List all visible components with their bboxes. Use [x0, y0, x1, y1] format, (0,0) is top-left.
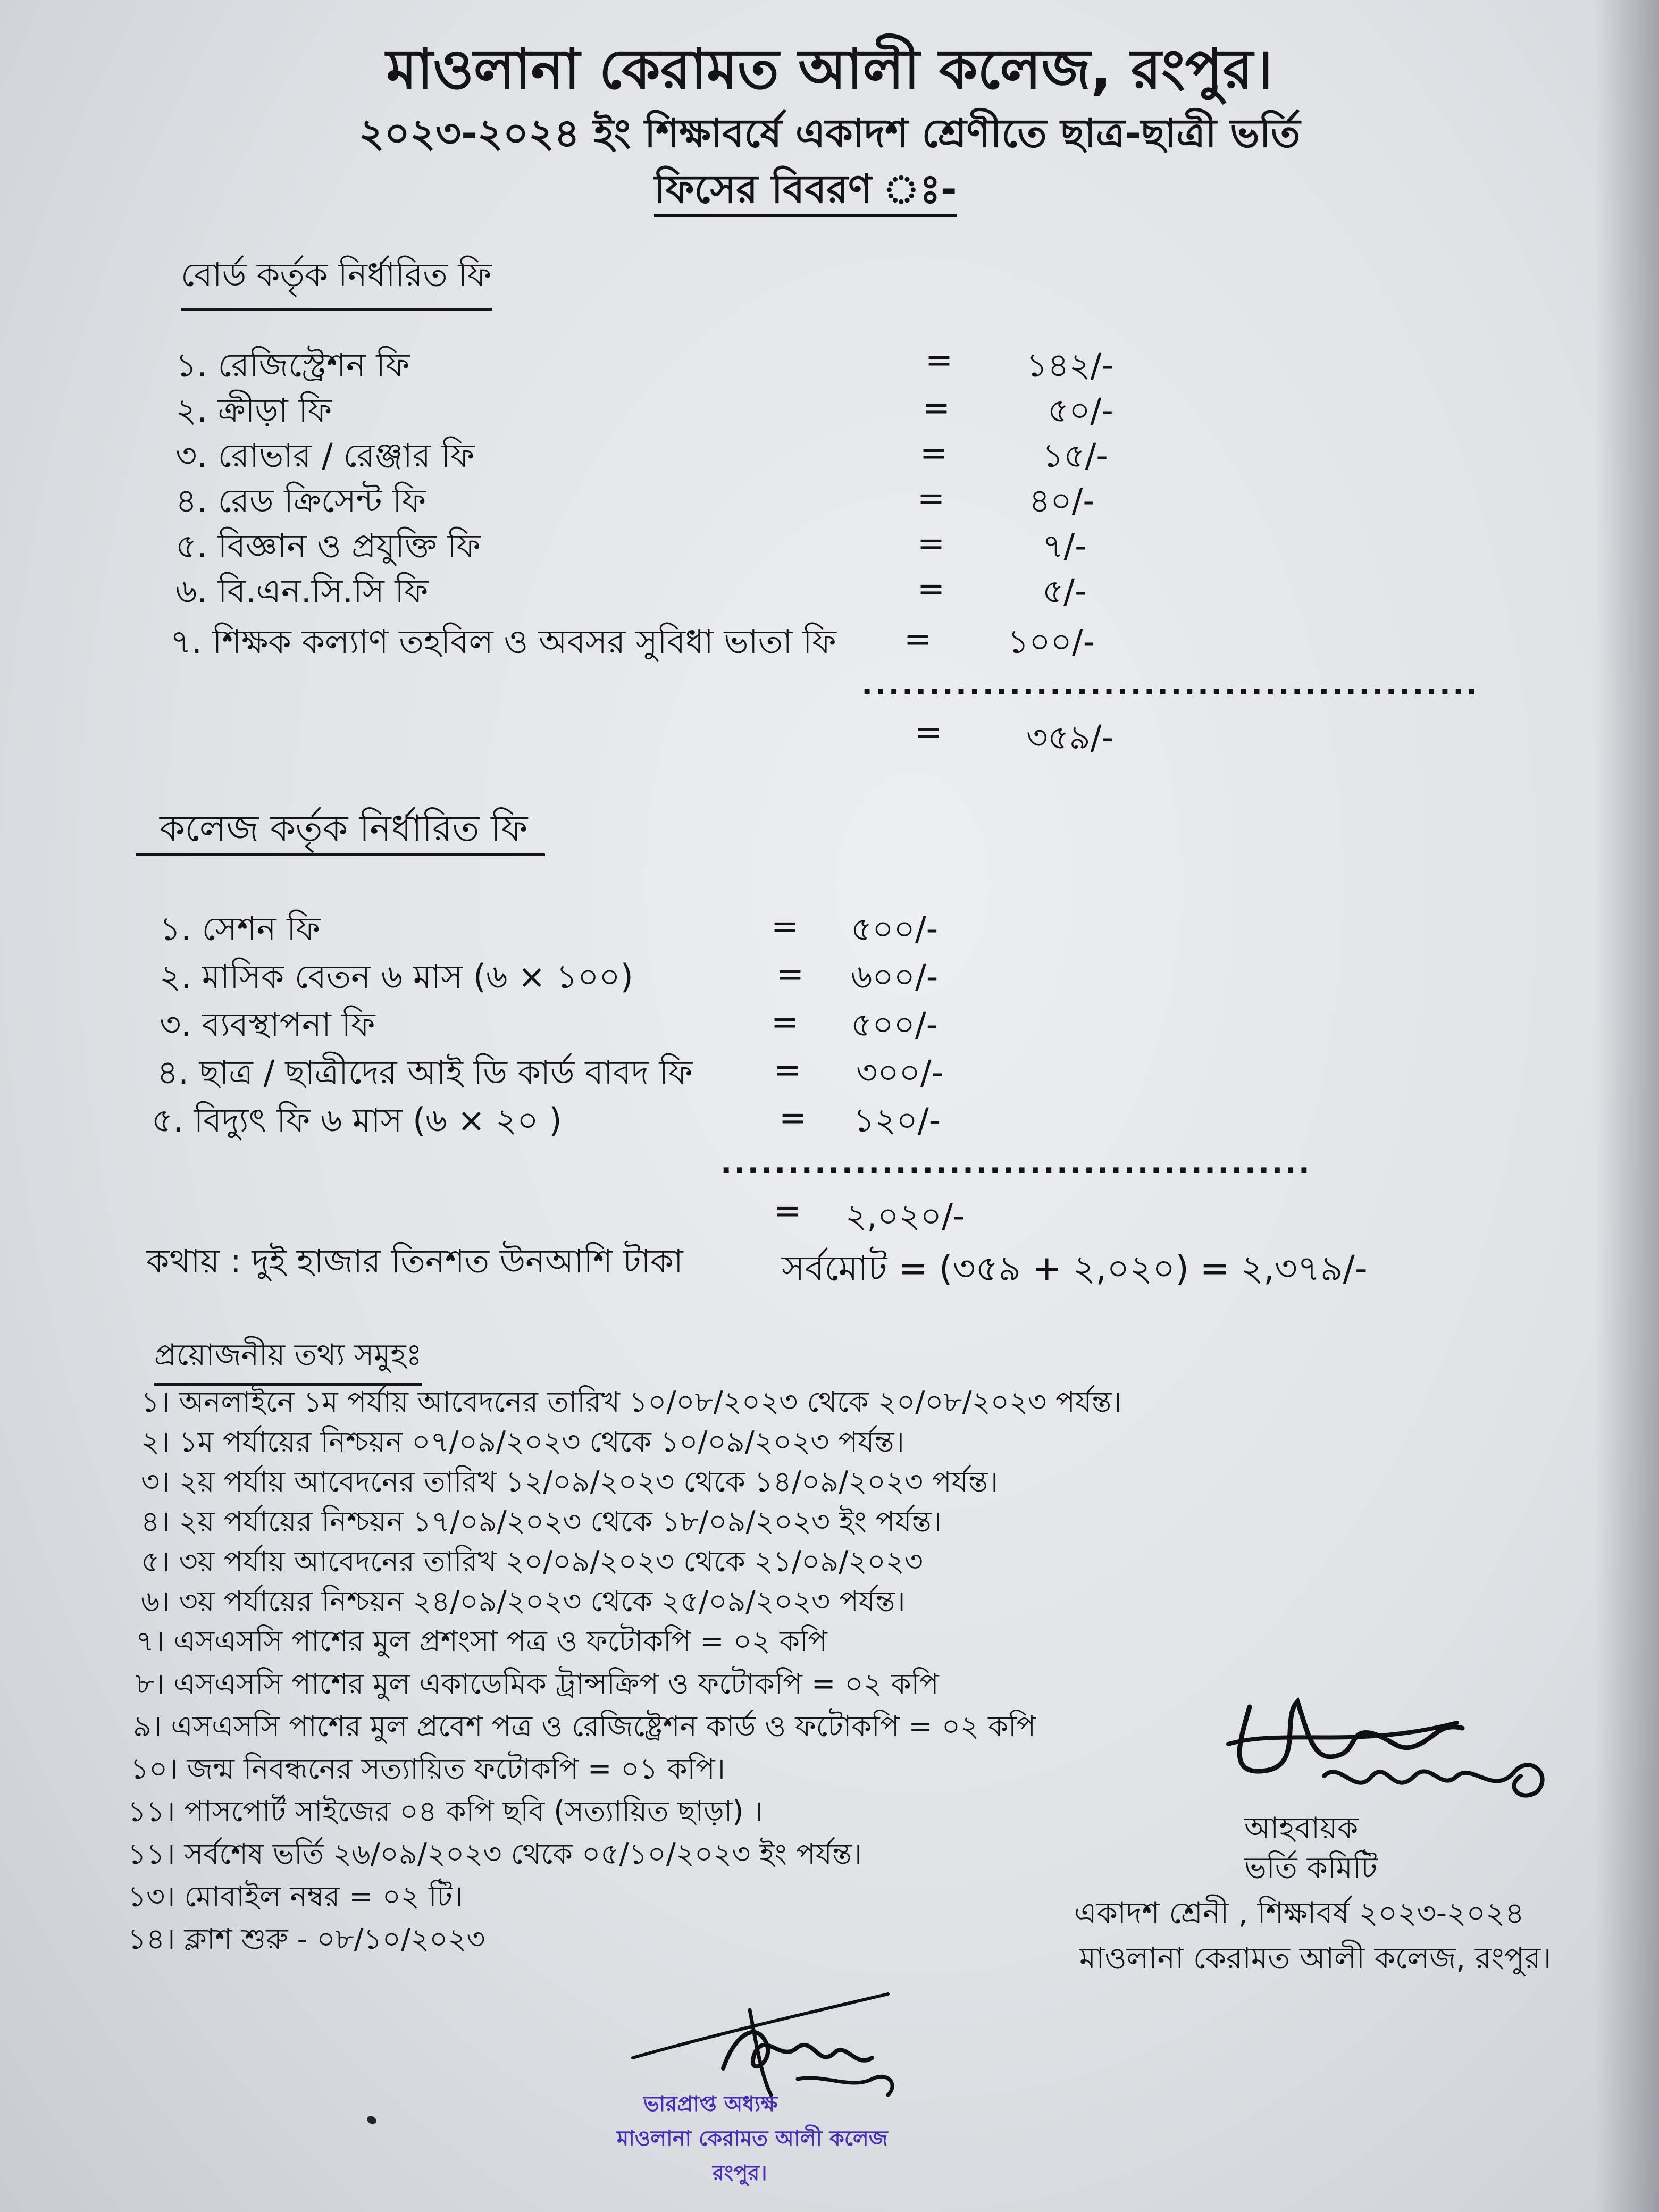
convener-title: আহবায়ক [1244, 1811, 1359, 1846]
board-fee-eq: = [925, 340, 953, 379]
board-fee-amount: ১৫/- [1042, 436, 1108, 475]
info-item: ৩। ২য় পর্যায় আবেদনের তারিখ ১২/০৯/২০২৩ থেকে ১৪/০৯/২০২৩ পর্যন্ত। [141, 1465, 999, 1498]
fee-details-text: ফিসের বিবরণ ঃ- [654, 166, 957, 217]
board-fee-eq: = [920, 433, 948, 472]
college-fee-amount: ৫০০/- [851, 909, 939, 948]
college-fee-label: ১. সেশন ফি [160, 909, 321, 948]
signature-college: মাওলানা কেরামত আলী কলেজ, রংপুর। [1079, 1941, 1552, 1976]
board-fee-label: ৭. শিক্ষক কল্যাণ তহবিল ও অবসর সুবিধা ভাতা ফি [170, 622, 836, 661]
info-item: ২। ১ম পর্যায়ের নিশ্চয়ন ০৭/০৯/২০২৩ থেকে ১০/০৯/২০২৩ পর্যন্ত। [141, 1425, 904, 1459]
college-fee-amount: ৩০০/- [856, 1053, 944, 1092]
college-fee-eq: = [779, 1098, 807, 1137]
college-total-eq: = [774, 1191, 801, 1230]
board-fee-eq: = [917, 524, 945, 563]
info-item: ১০। জন্ম নিবন্ধনের সত্যায়িত ফটোকপি = ০১ কপি। [130, 1752, 725, 1786]
convener-signature [1218, 1670, 1569, 1808]
board-fee-amount: ১০০/- [1008, 622, 1095, 661]
committee-title: ভর্তি কমিটি [1244, 1851, 1378, 1886]
board-fee-label: ৫. বিজ্ঞান ও প্রযুক্তি ফি [175, 526, 481, 565]
board-fee-amount: ৪০/- [1029, 481, 1095, 520]
stamp-line-2: মাওলানা কেরামত আলী কলেজ [617, 2126, 888, 2151]
college-title: মাওলানা কেরামত আলী কলেজ, রংপুর। [386, 37, 1273, 102]
grand-total: সর্বমোট = (৩৫৯ + ২,০২০) = ২,৩৭৯/- [782, 1248, 1368, 1289]
info-item: ৬। ৩য় পর্যায়ের নিশ্চয়ন ২৪/০৯/২০২৩ থেকে ২৫/০৯/২০২৩ পর্যন্ত। [141, 1585, 906, 1618]
board-fee-eq: = [923, 388, 950, 427]
college-fee-eq: = [776, 954, 804, 993]
college-fee-eq: = [774, 1050, 801, 1089]
college-fees-heading: কলেজ কর্তৃক নির্ধারিত ফি [160, 808, 528, 850]
board-fee-label: ৬. বি.এন.সি.সি ফি [175, 572, 429, 610]
board-total-dots: .............................................. [861, 667, 1480, 702]
stamp-line-3: রংপুর। [713, 2161, 767, 2185]
college-total-dots: ............................................ [720, 1146, 1312, 1180]
board-fee-amount: ৫০/- [1048, 391, 1113, 430]
college-fee-eq: = [771, 1002, 799, 1041]
stamp-line-1: ভারপ্রাপ্ত অধ্যক্ষ [643, 2092, 778, 2116]
info-item: ৭। এসএসসি পাশের মুল প্রশংসা পত্র ও ফটোকপি = ০২ কপি [136, 1624, 827, 1658]
board-fee-label: ২. ক্রীড়া ফি [175, 391, 332, 430]
board-fees-heading: বোর্ড কর্তৃক নির্ধারিত ফি [181, 250, 492, 311]
info-item: ১৩। মোবাইল নম্বর = ০২ টি। [128, 1880, 463, 1913]
info-item: ৮। এসএসসি পাশের মুল একাডেমিক ট্রান্সক্রিপ ও ফটোকপি = ০২ কপি [136, 1667, 939, 1700]
board-total-eq: = [915, 713, 942, 751]
page-shadow [1595, 0, 1659, 2212]
info-heading: প্রয়োজনীয় তথ্য সমুহঃ [154, 1332, 422, 1386]
admission-subtitle: ২০২৩-২০২৪ ইং শিক্ষাবর্ষে একাদশ শ্রেণীতে ছাত্র-ছাত্রী ভর্তি [358, 111, 1301, 156]
amount-in-words: কথায় : দুই হাজার তিনশত উনআশি টাকা [146, 1242, 683, 1280]
college-fee-amount: ৫০০/- [851, 1005, 939, 1044]
college-fee-label: ২. মাসিক বেতন ৬ মাস (৬ × ১০০) [160, 957, 633, 996]
college-fee-amount: ৬০০/- [851, 957, 939, 996]
board-fee-label: ১. রেজিস্ট্রেশন ফি [175, 346, 410, 384]
info-item: ১১। সর্বশেষ ভর্তি ২৬/০৯/২০২৩ থেকে ০৫/১০/২০২৩ ইং পর্যন্ত। [128, 1837, 862, 1871]
info-item: ১৪। ক্লাশ শুরু - ০৮/১০/২০২৩ [128, 1922, 485, 1956]
info-item: ১। অনলাইনে ১ম পর্যায় আবেদনের তারিখ ১০/০৮/২০২৩ থেকে ২০/০৮/২০২৩ পর্যন্ত। [141, 1385, 1122, 1419]
fee-details-heading [0, 160, 1659, 225]
board-fee-label: ৩. রোভার / রেঞ্জার ফি [175, 436, 475, 475]
college-fee-label: ৪. ছাত্র / ছাত্রীদের আই ডি কার্ড বাবদ ফি [157, 1053, 693, 1092]
college-fee-eq: = [771, 907, 799, 945]
college-total-amount: ২,০২০/- [845, 1196, 965, 1235]
info-item: ৪। ২য় পর্যায়ের নিশ্চয়ন ১৭/০৯/২০২৩ থেকে ১৮/০৯/২০২৩ ইং পর্যন্ত। [141, 1505, 942, 1538]
board-fee-eq: = [917, 479, 945, 517]
board-fee-label: ৪. রেড ক্রিসেন্ট ফি [175, 481, 426, 520]
info-item: ৫। ৩য় পর্যায় আবেদনের তারিখ ২০/০৯/২০২৩ থেকে ২১/০৯/২০২৩ [141, 1545, 923, 1578]
board-fee-eq: = [904, 619, 932, 658]
college-fee-label: ৫. বিদ্যুৎ ফি ৬ মাস (৬ × ২০ ) [152, 1101, 562, 1139]
college-fee-label: ৩. ব্যবস্থাপনা ফি [160, 1005, 375, 1044]
board-total-amount: ৩৫৯/- [1026, 718, 1114, 757]
info-item: ১১। পাসপোর্ট সাইজের ০৪ কপি ছবি (সত্যায়িত ছাড়া) । [128, 1795, 763, 1828]
class-session: একাদশ শ্রেনী , শিক্ষাবর্ষ ২০২৩-২০২৪ [1074, 1896, 1524, 1931]
board-fee-amount: ৫/- [1042, 572, 1087, 610]
board-fee-amount: ৭/- [1042, 526, 1087, 565]
board-fee-amount: ১৪২/- [1026, 346, 1114, 384]
college-fees-underline [136, 853, 545, 856]
board-fee-eq: = [917, 569, 945, 608]
college-fee-amount: ১২০/- [853, 1101, 941, 1139]
info-item: ৯। এসএসসি পাশের মুল প্রবেশ পত্র ও রেজিষ্ট্রেশন কার্ড ও ফটোকপি = ০২ কপি [133, 1710, 1036, 1743]
